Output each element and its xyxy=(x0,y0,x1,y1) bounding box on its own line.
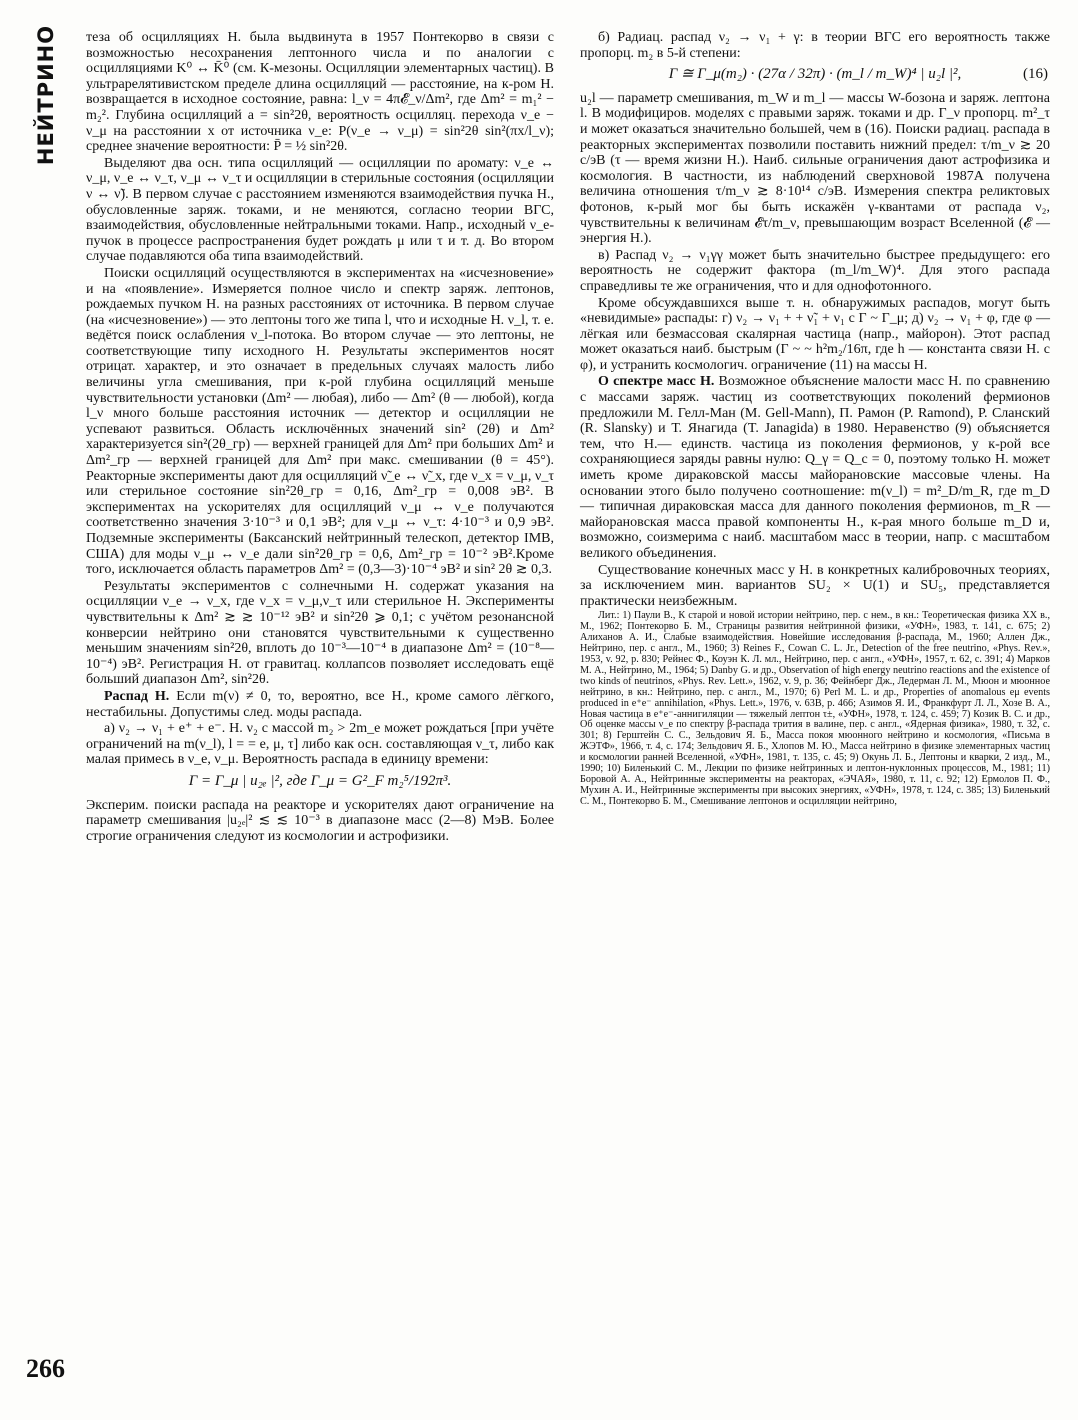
paragraph-invisible-decays: Кроме обсуждавшихся выше т. н. обнаружимых распадов, могут быть «невидимые» распады: г) ν₂ → ν₁ + + ν̃₁ + ν₁ с Γ ~ Γ_μ; д) ν₂ → ν₁ + φ, где φ — лёгкая или безмассовая скалярная частица (напр., майорон). Этот распад может оказаться наиб. быстрым (Γ ~ ~ h²m₂/16π, где h — константа связи Н. с φ), и устранить космологич. ограничение (11) на массы Н. xyxy=(580,295,1050,373)
paragraph-solar-neutrinos: Результаты экспериментов с солнечными Н. содержат указания на осцилляции ν_e → ν_x, где ν_x = ν_μ,ν_τ или стерильное Н. Эксперименты чувствительны к Δm² ≳ ≳ 10⁻¹² эВ² и sin²2θ ⩾ 0,1; с учётом резонансной конверсии нейтрино они становятся чувствительными к существенно меньшим значениям sin²2θ, вплоть до 10⁻³—10⁻⁴ в диапазоне Δm² = (10⁻⁸—10⁻⁴) эВ². Регистрация Н. от гравитац. коллапсов позволяет исследовать ещё больший диапазон Δm², sin²2θ. xyxy=(86,578,554,688)
right-column xyxy=(580,30,1050,809)
paragraph-decay-experiments: Эксперим. поиски распада на реакторе и ускорителях дают ограничение на параметр смешивания |u₂ₑ|² ≲ ≲ 10⁻³ в диапазоне масс (2—8) МэВ. Более строгие ограничения следуют из космологии и астрофизики. xyxy=(86,797,554,844)
running-head-title: НЕЙТРИНО xyxy=(34,24,58,166)
mass-spectrum-text: Возможное объяснение малости масс Н. по сравнению с массами заряж. частиц из соответствующих поколений фермионов предложили М. Гелл-Ман (M. Gell-Mann), П. Рамон (P. Ramond), Р. Сланский (R. Slansky) и Т. Янагида (T. Janagida) в 1980. Неравенство (9) объясняется тем, что Н.— единств. частица из поколения фермионов, у к-рой все сохраняющиеся заряды равны нулю: Q_γ = Q_c = 0, поэтому только Н. может иметь кроме дираковской массы майорановские массовые члены. На основании этого было получено соотношение: m(ν_l) = m²_D/m_R, где m_D — типичная дираковская масса для данного поколения фермионов, m_R — майорановская масса правой компоненты Н., к-рая много больше m_D и, возможно, соизмерима с наиб. масштабом масс в теории, напр. с масштабом великого объединения. xyxy=(580,374,1050,561)
page-number: 266 xyxy=(26,1354,65,1383)
equation-number: (16) xyxy=(1023,66,1048,83)
paragraph-decay-mode-c: в) Распад ν₂ → ν₁γγ может быть значительно быстрее предыдущего: его вероятность не содержит фактора (m_l/m_W)⁴. Для этого распада справедливы те же ограничения, что и для однофотонного. xyxy=(580,247,1050,294)
section-heading-mass-spectrum: О спектре масс Н. xyxy=(598,374,715,390)
paragraph-radiative-decay: б) Радиац. распад ν₂ → ν₁ + γ: в теории ВГС его вероятность также пропорц. m₂ в 5-й степени: xyxy=(580,30,1050,61)
decay-intro-text: Если m(ν) ≠ 0, то, вероятно, все Н., кроме самого лёгкого, нестабильны. Допустимы след. моды распада. xyxy=(86,688,554,720)
left-column xyxy=(86,30,554,845)
paragraph-oscillation-types: Выделяют два осн. типа осцилляций — осцилляции по аромату: ν_e ↔ ν_μ, ν_e ↔ ν_τ, ν_μ ↔ ν_τ и осцилляции в стерильные состояния (осцилляции ν ↔ ν̃). В первом случае с расстоянием изменяются взаимодействия пучка Н., обусловленные заряж. токами, и не меняются, согласно теории ВГС, взаимодействия, обусловленные нейтральными токами. Напр., исходный ν_e-пучок в процессе распространения будет рождать μ или τ и т. д. Во втором случае подавляются оба типа взаимодействий. xyxy=(86,155,554,265)
paragraph-mass-spectrum xyxy=(580,374,1050,561)
paragraph-decay-mode-a: а) ν₂ → ν₁ + e⁺ + e⁻. Н. ν₂ с массой m₂ > 2m_e может рождаться [при учёте ограничений на m(ν_l), l = = e, μ, τ] либо как осн. составляющая ν_τ, либо как малая примесь в ν_e, ν_μ. Вероятность распада в единицу времени: xyxy=(86,721,554,768)
formula-radiative-decay xyxy=(580,67,1050,83)
paragraph-neutrino-decay xyxy=(86,689,554,720)
paragraph-oscillation-length: теза об осцилляциях Н. была выдвинута в 1957 Понтекорво в связи с возможностью несохранения лептонного числа и по аналогии с осцилляциями K⁰ ↔ K̄⁰ (см. К-мезоны. Осцилляции элементарных частиц). В ультрарелятивистском пределе длина осцилляций — расстояние, на к-ром Н. возвращается в исходное состояние, равна: l_ν = 4π𝓔_ν/Δm², где Δm² = m₁² − m₂². Глубина осцилляций a = sin²2θ, вероятность осцилляц. перехода ν_e − ν_μ на расстоянии x от источника ν_e: P(ν_e → ν_μ) = sin²2θ sin²(πx/l_ν); среднее значение вероятности: P̄ = ½ sin²2θ. xyxy=(86,30,554,155)
formula-16-expression: Γ ≅ Γ_μ(m₂) · (27α / 32π) · (m_l / m_W)⁴ | u₂l |², xyxy=(668,66,962,83)
paragraph-gauge-theories: Существование конечных масс у Н. в конкретных калибровочных теориях, за исключением мин. вариантов SU₂ × U(1) и SU₅, представляется практически неизбежным. xyxy=(580,562,1050,609)
formula-decay-rate: Γ = Γ_μ | u₂ₑ |², где Γ_μ = G²_F m₂⁵/192π³. xyxy=(188,772,452,789)
paragraph-oscillation-searches: Поиски осцилляций осуществляются в экспериментах на «исчезновение» и на «появление». Измеряется полное число и спектр заряж. лептонов, рождаемых пучком Н. на разных расстояниях от источника. В первом случае (на «исчезновение») — это лептоны того же типа l, что и исходные Н. ν_l, т. е. ведётся поиск ослабления ν_l-потока. Во втором случае — это лептоны, не соответствующие типу исходного Н. Результаты экспериментов носят отрицат. характер, и это означает в предельных случаях малость либо величины угла смешивания, при к-рой глубина осцилляций меньше чувствительности установки (Δm² — любая), либо — Δm² (θ — любой), когда l_ν много больше расстояния источник — детектор и осцилляции не успевают развиться. Область исключённых значений sin² (2θ) и Δm² характеризуется sin²(2θ_гр) — верхней границей для Δm² при больших Δm² и Δm²_гр — верхней границей для Δm² при макс. смешивании (θ = 45°). Реакторные эксперименты дают для осцилляций ν̃_e ↔ ν̃_x, где ν_x = ν_μ, ν_τ или стерильное состояние sin²2θ_гр = 0,16, Δm²_гр = 0,008 эВ². В экспериментах на ускорителях для осцилляций ν_μ ↔ ν_e получаются соответственно значения 3·10⁻³ и 0,1 эВ²; для ν_μ ↔ ν_τ: 4·10⁻³ и 0,9 эВ². Подземные эксперименты (Баксанский нейтринный телескоп, детектор IMB, США) для моды ν_μ ↔ ν_e дали sin²2θ_гр = 0,6, Δm²_гр = 10⁻² эВ².Кроме того, исключается область параметров Δm² = (0,3—3)·10⁻⁴ эВ² и sin² 2θ ≳ 0,3. xyxy=(86,265,554,578)
running-head xyxy=(18,24,74,166)
paragraph-mixing-parameter: u₂l — параметр смешивания, m_W и m_l — массы W-бозона и заряж. лептона l. В модифициров. моделях с правыми заряж. токами и др. Γ_ν пропорц. m²_τ и может оказаться значительно большей, чем в (16). Поиски радиац. распада в реакторных экспериментах позволили поставить нижний предел: τ/m_ν ≳ 20 с/эВ (τ — время жизни Н.). Наиб. сильные ограничения дают астрофизика и космология. В частности, из наблюдений сверхновой 1987А получена величина отношения τ/m_ν ≳ 8·10¹⁴ с/эВ. Измерения спектра реликтовых фотонов, к-рый мог бы быть искажён γ-квантами от распада ν₂, чувствительны к величинам 𝓔τ/m_ν, превышающим возраст Вселенной (𝓔 — энергия Н.). xyxy=(580,90,1050,247)
section-heading-decay: Распад Н. xyxy=(104,688,170,704)
references: Лит.: 1) Паули В., К старой и новой истории нейтрино, пер. с нем., в кн.: Теоретическая физика XX в., М., 1962; Понтекорво Б. М., Страницы развития нейтринной физики, «УФН», 1983, т. 141, с. 675; 2) Алиханов А. И., Слабые взаимодействия. Новейшие исследования β-распада, М., 1960; Аллен Дж., Нейтрино, пер. с англ., М., 1960; 3) Reines F., Cowan C. L. Jr., Detection of the free neutrino, «Phys. Rev.», 1953, v. 92, p. 830; Рейнес Ф., Коуэн К. Л. мл., Нейтрино, пер. с англ., «УФН», 1957, т. 62, с. 391; 4) Марков М. А., Нейтрино, М., 1964; 5) Danby G. и др., Observation of high energy neutrino reactions and the existence of two kinds of neutrinos, «Phys. Rev. Lett.», 1962, v. 9, p. 36; Фейнберг Дж., Ледерман Л. М., Мюон и мюонное нейтрино, в кн.: Нейтрино, пер. с англ., М., 1970; 6) Perl M. L. и др., Properties of anomalous eμ events produced in e⁺e⁻ annihilation, «Phys. Lett.», 1976, v. 63B, p. 466; Азимов Я. И., Франкфурт Л. Л., Хозе В. А., Новая частица в e⁺e⁻-аннигиляции — тяжелый лептон τ±, «УФН», 1978, т. 124, с. 459; 7) Козик В. С. и др., Об оценке массы ν_e по спектру β-распада трития в валине, пер. с англ., «Ядерная физика», 1980, т. 32, с. 301; 8) Герштейн С. С., Зельдович Я. Б., Масса покоя мюонного нейтрино и космология, «Письма в ЖЭТФ», 1966, т. 4, с. 174; Зельдович Я. Б., Хлопов М. Ю., Масса нейтрино в физике элементарных частиц и космологии ранней Вселенной, «УФН», 1981, т. 135, с. 45; 9) Окунь Л. Б., Лептоны и кварки, 2 изд., М., 1990; 10) Биленький С. М., Лекции по физике нейтринных и лептон-нуклонных процессов, М., 1981; 11) Боровой А. А., Нейтринные эксперименты на реакторах, «ЭЧАЯ», 1980, т. 11, с. 92; 12) Ермолов П. Ф., Мухин А. И., Нейтринные эксперименты при высоких энергиях, «УФН», 1978, т. 124, с. 385; 13) Биленький С. М., Понтекорво Б. М., Смешивание лептонов и осцилляции нейтрино, xyxy=(580,610,1050,807)
